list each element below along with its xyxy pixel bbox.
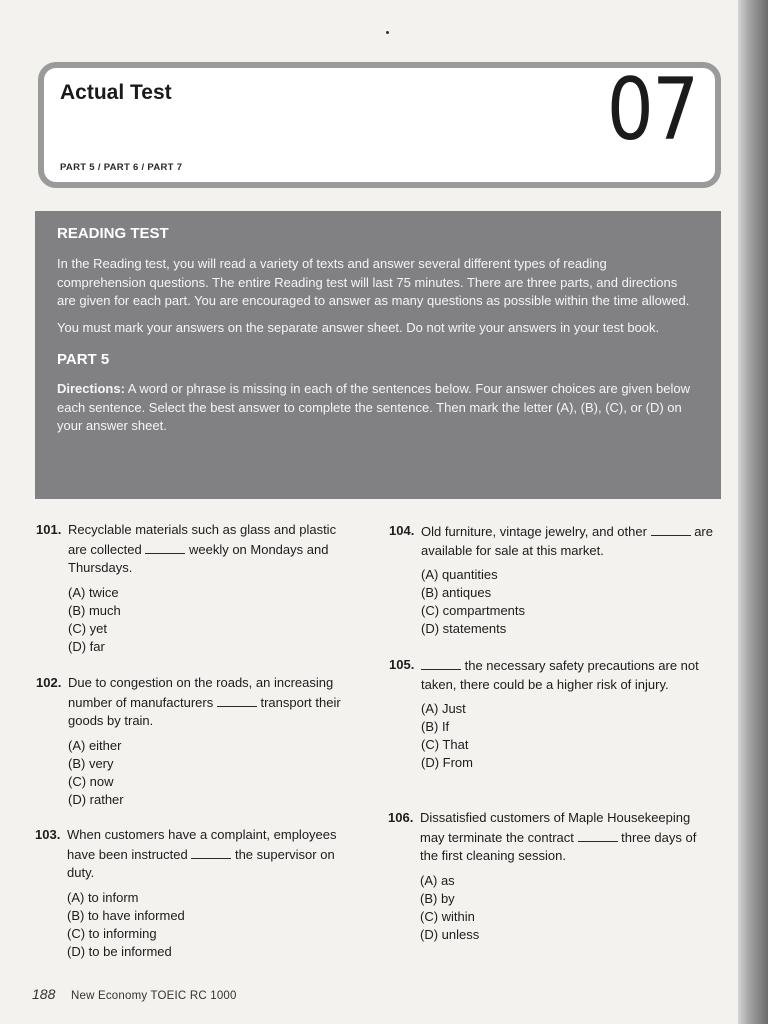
answer-options <box>389 700 725 772</box>
option-d: (D) From <box>421 755 473 770</box>
stem-text-after: three days of the first cleaning session. <box>420 829 697 863</box>
answer-blank <box>578 828 618 842</box>
question-103 <box>35 826 347 961</box>
stem-text-before: Recyclable materials such as glass and plastic are collected <box>68 522 337 557</box>
directions-text: A word or phrase is missing in each of the sentences below. Four answer choices are given below each sentence. Select the best answer to complete the sentence. Then mark the letter (A), (B), (C), or (D) on your answer sheet. <box>57 381 690 433</box>
page-footer <box>32 986 237 1002</box>
reading-heading: READING TEST <box>57 225 169 242</box>
question-number: 106. <box>388 810 414 825</box>
question-102 <box>36 674 348 809</box>
reading-paragraph-2: You must mark your answers on the separate answer sheet. Do not write your answers in your test book. <box>57 319 660 335</box>
answer-options <box>36 737 348 809</box>
answer-options <box>35 889 347 961</box>
answer-blank <box>191 845 231 859</box>
stem-text-after: the necessary safety precautions are not taken, there could be a higher risk of injury. <box>421 658 699 692</box>
question-number: 101. <box>36 522 62 537</box>
test-number: 07 <box>606 60 697 160</box>
directions <box>57 380 699 436</box>
question-101 <box>36 521 348 656</box>
header-title: Actual Test <box>60 81 172 104</box>
option-b: (B) to have informed <box>67 907 185 923</box>
stem-text-before: Old furniture, vintage jewelry, and other <box>421 524 647 539</box>
option-c: (C) now <box>68 773 114 789</box>
option-b: (B) much <box>68 602 121 618</box>
option-a: (A) quantities <box>421 567 498 582</box>
question-number: 103. <box>35 827 61 842</box>
option-c: (C) to informing <box>67 925 157 941</box>
option-c: (C) compartments <box>421 603 526 618</box>
stem-text-before: Dissatisfied customers of Maple Housekeeping may terminate the contract <box>420 810 691 845</box>
question-number: 104. <box>389 523 415 538</box>
option-d: (D) unless <box>420 926 480 942</box>
question-stem <box>35 826 347 883</box>
option-d: (D) far <box>68 638 105 654</box>
answer-options <box>36 584 348 656</box>
option-c: (C) yet <box>68 620 107 636</box>
reading-paragraph-1: In the Reading test, you will read a variety of texts and answer several different types of reading comprehension questions. The entire Reading test will last 75 minutes. There are three parts, and directions are given for each part. You are encouraged to answer as many questions as possible within the time allowed. <box>57 256 690 308</box>
answer-blank <box>651 522 691 536</box>
option-a: (A) either <box>68 737 122 753</box>
answer-options <box>389 566 719 638</box>
stray-mark <box>386 31 389 34</box>
page-number: 188 <box>32 986 56 1002</box>
option-b: (B) by <box>420 890 455 906</box>
part-heading: PART 5 <box>57 351 110 368</box>
question-stem <box>388 809 716 866</box>
stem-text-before: When customers have a complaint, employees have been instructed <box>67 827 337 862</box>
question-number: 102. <box>36 675 62 690</box>
answer-options <box>388 872 716 944</box>
stem-text-after: the supervisor on duty. <box>67 846 335 880</box>
stem-text-after: are available for sale at this market. <box>421 524 713 558</box>
option-a: (A) to inform <box>67 889 139 905</box>
answer-blank <box>421 656 461 670</box>
question-number: 105. <box>389 657 415 672</box>
stem-text-after: weekly on Mondays and Thursdays. <box>68 541 329 575</box>
test-header <box>38 62 721 188</box>
option-d: (D) rather <box>68 791 124 807</box>
reading-instructions-box <box>35 211 721 499</box>
option-d: (D) statements <box>421 621 507 636</box>
page-binding-shadow <box>738 0 768 1024</box>
answer-blank <box>217 693 257 707</box>
question-stem <box>36 674 348 731</box>
header-parts: PART 5 / PART 6 / PART 7 <box>60 162 183 173</box>
option-a: (A) Just <box>421 701 466 716</box>
question-stem <box>389 522 719 560</box>
option-a: (A) as <box>420 872 455 888</box>
question-104 <box>389 522 719 638</box>
option-b: (B) very <box>68 755 114 771</box>
answer-blank <box>145 540 185 554</box>
option-c: (C) within <box>420 908 475 924</box>
option-b: (B) antiques <box>421 585 492 600</box>
option-d: (D) to be informed <box>67 943 172 959</box>
question-stem <box>389 656 725 694</box>
directions-label: Directions: <box>57 381 125 396</box>
stem-text-before: Due to congestion on the roads, an increasing number of manufacturers <box>68 675 334 710</box>
option-a: (A) twice <box>68 584 119 600</box>
question-105 <box>389 656 725 772</box>
option-c: (C) That <box>421 737 469 752</box>
stem-text-after: transport their goods by train. <box>68 694 341 728</box>
question-stem <box>36 521 348 578</box>
question-106 <box>388 809 716 944</box>
option-b: (B) If <box>421 719 450 734</box>
book-title: New Economy TOEIC RC 1000 <box>70 990 237 1002</box>
